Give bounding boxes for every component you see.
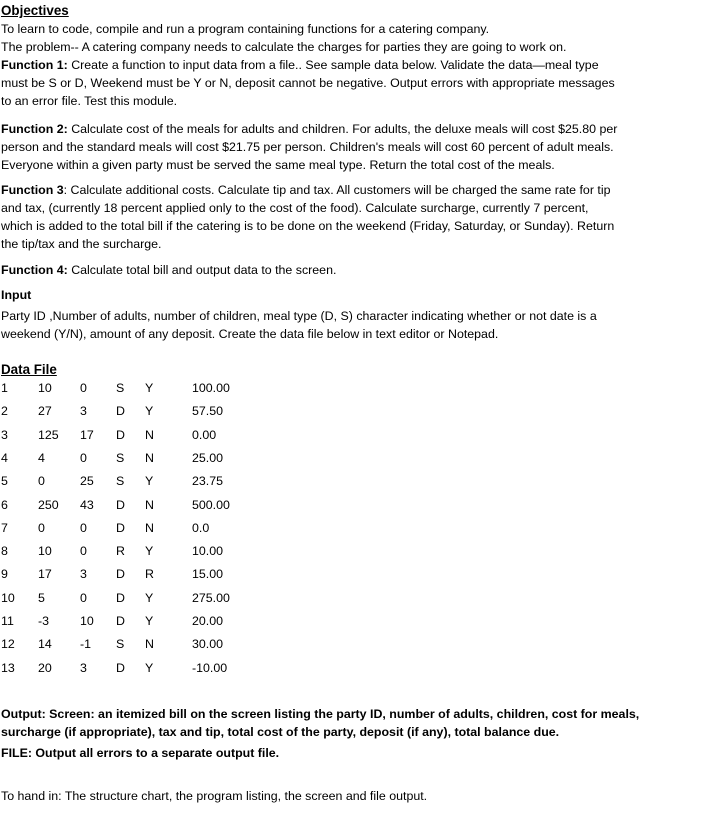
- meal-type-cell: D: [116, 497, 125, 512]
- weekend-cell: Y: [145, 474, 154, 489]
- adults-cell: 20: [38, 660, 52, 675]
- deposit-cell: 25.00: [192, 450, 224, 465]
- deposit-cell: -10.00: [192, 660, 228, 675]
- weekend-cell: Y: [145, 404, 154, 419]
- children-cell: 3: [80, 567, 87, 582]
- adults-cell: 5: [38, 590, 45, 605]
- function3-line-4: the tip/tax and the surcharge.: [1, 237, 162, 251]
- weekend-cell: Y: [145, 590, 154, 605]
- table-row: [0, 636, 713, 656]
- function2-label: Function 2:: [1, 122, 68, 136]
- objectives-line-2: The problem-- A catering company needs to calculate the charges for parties they are going to work on.: [1, 40, 567, 54]
- weekend-cell: R: [145, 567, 154, 582]
- function1-text-1: Create a function to input data from a file.. See sample data below. Validate the data—meal type: [67, 58, 599, 72]
- children-cell: 43: [80, 497, 94, 512]
- table-row: [0, 380, 713, 400]
- meal-type-cell: S: [116, 474, 125, 489]
- table-row: [0, 497, 713, 517]
- party-id-cell: 3: [1, 427, 8, 442]
- function3-label: Function 3: [1, 183, 64, 197]
- table-row: [0, 473, 713, 493]
- function4-label: Function 4:: [1, 263, 68, 277]
- output-line-3: FILE: Output all errors to a separate output file.: [1, 746, 280, 760]
- function2-line-2: person and the standard meals will cost $21.75 per person. Children's meals will cost 60 percent of adult meals.: [1, 140, 614, 154]
- deposit-cell: 15.00: [192, 567, 224, 582]
- adults-cell: 125: [38, 427, 59, 442]
- children-cell: 0: [80, 450, 87, 465]
- children-cell: 3: [80, 404, 87, 419]
- adults-cell: 0: [38, 520, 45, 535]
- table-row: [0, 590, 713, 610]
- table-row: [0, 660, 713, 680]
- children-cell: 17: [80, 427, 94, 442]
- meal-type-cell: R: [116, 544, 125, 559]
- adults-cell: 17: [38, 567, 52, 582]
- function3-line-2: and tax, (currently 18 percent applied only to the cost of the food). Calculate surcharge, currently 7 percent,: [1, 201, 589, 215]
- children-cell: 25: [80, 474, 94, 489]
- deposit-cell: 0.0: [192, 520, 210, 535]
- input-line-2: weekend (Y/N), amount of any deposit. Create the data file below in text editor or Notepad.: [1, 327, 499, 341]
- children-cell: -1: [80, 637, 92, 652]
- table-row: [0, 566, 713, 586]
- party-id-cell: 5: [1, 474, 8, 489]
- weekend-cell: Y: [145, 381, 154, 395]
- weekend-cell: Y: [145, 660, 154, 675]
- party-id-cell: 9: [1, 567, 8, 582]
- meal-type-cell: D: [116, 520, 125, 535]
- meal-type-cell: D: [116, 614, 125, 628]
- party-id-cell: 4: [1, 450, 8, 465]
- deposit-cell: 10.00: [192, 544, 224, 559]
- function1-line-2: must be S or D, Weekend must be Y or N, deposit cannot be negative. Output errors with appropriate messages: [1, 76, 615, 90]
- objectives-heading: Objectives: [1, 3, 69, 18]
- party-id-cell: 1: [1, 381, 8, 395]
- adults-cell: 27: [38, 404, 52, 419]
- output-line-2: surcharge (if appropriate), tax and tip, total cost of the party, deposit (if any), total balance due.: [1, 725, 560, 739]
- meal-type-cell: D: [116, 567, 125, 582]
- deposit-cell: 275.00: [192, 590, 230, 605]
- children-cell: 0: [80, 520, 87, 535]
- meal-type-cell: D: [116, 427, 125, 442]
- deposit-cell: 500.00: [192, 497, 230, 512]
- meal-type-cell: D: [116, 660, 125, 675]
- party-id-cell: 8: [1, 544, 8, 559]
- party-id-cell: 6: [1, 497, 8, 512]
- hand-in-line: To hand in: The structure chart, the program listing, the screen and file output.: [1, 789, 428, 803]
- function3-line-3: which is added to the total bill if the catering is to be done on the weekend (Friday, Saturday, or Sunday). Return: [1, 219, 615, 233]
- children-cell: 0: [80, 381, 87, 395]
- party-id-cell: 13: [1, 660, 15, 675]
- weekend-cell: Y: [145, 614, 154, 628]
- party-id-cell: 10: [1, 590, 15, 605]
- weekend-cell: N: [145, 637, 154, 652]
- party-id-cell: 12: [1, 637, 15, 652]
- input-heading: Input: [1, 288, 32, 302]
- meal-type-cell: D: [116, 590, 125, 605]
- weekend-cell: N: [145, 427, 154, 442]
- table-row: [0, 427, 713, 447]
- party-id-cell: 7: [1, 520, 8, 535]
- deposit-cell: 100.00: [192, 381, 230, 395]
- children-cell: 0: [80, 590, 87, 605]
- deposit-cell: 23.75: [192, 474, 224, 489]
- function1-label: Function 1:: [1, 58, 68, 72]
- deposit-cell: 30.00: [192, 637, 224, 652]
- meal-type-cell: D: [116, 404, 125, 419]
- function2-line-3: Everyone within a given party must be served the same meal type. Return the total cost of the meals.: [1, 158, 555, 172]
- adults-cell: 0: [38, 474, 45, 489]
- objectives-line-1: To learn to code, compile and run a program containing functions for a catering company.: [1, 22, 490, 36]
- function2-text-1: Calculate cost of the meals for adults and children. For adults, the deluxe meals will cost $25.80 per: [67, 122, 618, 136]
- adults-cell: 10: [38, 544, 52, 559]
- table-row: [0, 543, 713, 563]
- weekend-cell: N: [145, 520, 154, 535]
- weekend-cell: N: [145, 497, 154, 512]
- deposit-cell: 57.50: [192, 404, 224, 419]
- adults-cell: 14: [38, 637, 52, 652]
- party-id-cell: 11: [1, 614, 14, 628]
- function1-line-3: to an error file. Test this module.: [1, 94, 178, 108]
- input-line-1: Party ID ,Number of adults, number of children, meal type (D, S) character indicating whether or not date is a: [1, 309, 597, 323]
- table-row: [0, 520, 713, 540]
- deposit-cell: 20.00: [192, 614, 224, 628]
- meal-type-cell: S: [116, 381, 125, 395]
- adults-cell: -3: [38, 614, 50, 628]
- deposit-cell: 0.00: [192, 427, 217, 442]
- weekend-cell: N: [145, 450, 154, 465]
- meal-type-cell: S: [116, 450, 125, 465]
- party-id-cell: 2: [1, 404, 8, 419]
- adults-cell: 4: [38, 450, 45, 465]
- table-row: [0, 613, 713, 633]
- function4-line-1: [1, 262, 336, 278]
- function3-line-1: [1, 182, 610, 198]
- meal-type-cell: S: [116, 637, 125, 652]
- data-file-heading: Data File: [1, 362, 57, 377]
- children-cell: 3: [80, 660, 87, 675]
- adults-cell: 250: [38, 497, 59, 512]
- weekend-cell: Y: [145, 544, 154, 559]
- table-row: [0, 450, 713, 470]
- table-row: [0, 403, 713, 423]
- function2-line-1: [1, 121, 617, 137]
- children-cell: 10: [80, 614, 94, 628]
- function3-text-1: : Calculate additional costs. Calculate tip and tax. All customers will be charged the same rate for tip: [63, 183, 611, 197]
- output-line-1: Output: Screen: an itemized bill on the screen listing the party ID, number of adults, children, cost for meals,: [1, 707, 640, 721]
- function1-line-1: [1, 57, 599, 73]
- function4-text-1: Calculate total bill and output data to the screen.: [67, 263, 337, 277]
- children-cell: 0: [80, 544, 87, 559]
- adults-cell: 10: [38, 381, 52, 395]
